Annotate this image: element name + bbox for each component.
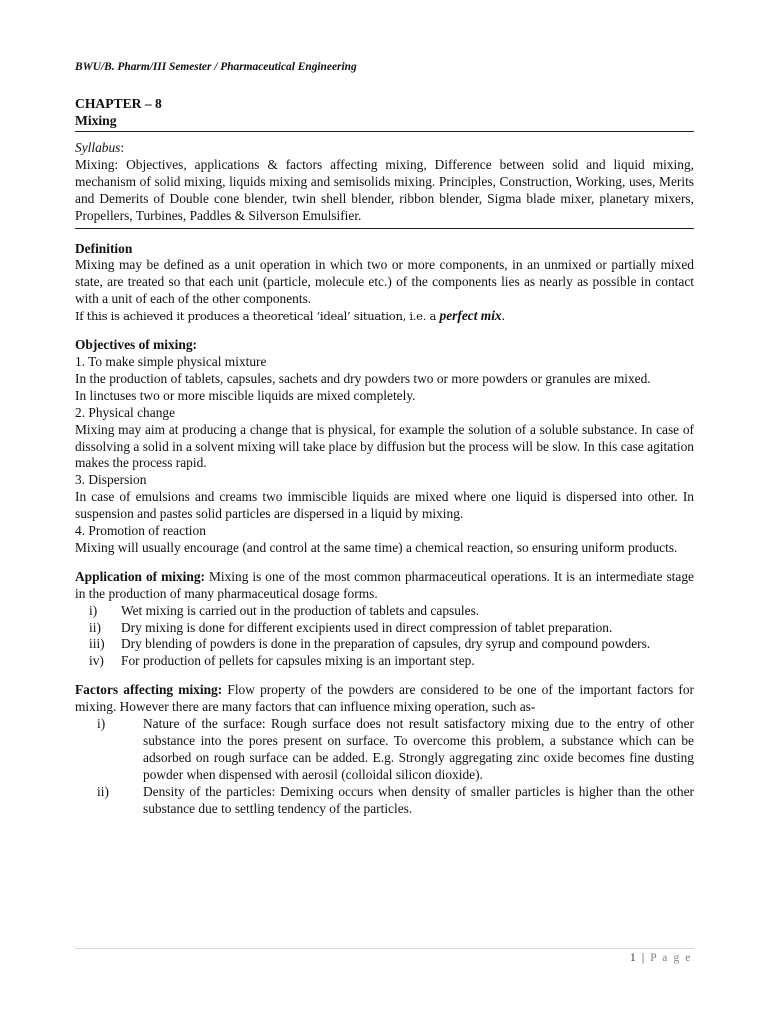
ideal-sentence	[75, 308, 694, 325]
list-item-text: Dry blending of powders is done in the preparation of capsules, dry syrup and compound powders.	[121, 636, 651, 652]
application-title: Application of mixing:	[75, 568, 205, 584]
list-item-number: iv)	[89, 653, 104, 669]
factors-section	[75, 682, 694, 817]
list-item-number: i)	[89, 602, 98, 618]
list-item-text: Wet mixing is carried out in the production of tablets and capsules.	[121, 602, 480, 618]
objectives-title: Objectives of mixing:	[75, 337, 197, 353]
perfect-mix-term: perfect mix	[439, 308, 502, 324]
syllabus-divider	[75, 228, 694, 229]
chapter-number: CHAPTER – 8	[75, 96, 162, 111]
objective-line: In linctuses two or more miscible liquids are mixed completely.	[75, 387, 416, 403]
objective-line: In the production of tablets, capsules, sachets and dry powders two or more powders or granules are mixed.	[75, 370, 651, 386]
list-item-number: iii)	[89, 636, 105, 652]
factors-intro	[75, 682, 694, 716]
objective-line: 4. Promotion of reaction	[75, 523, 206, 539]
list-item-text: Density of the particles: Demixing occurs when density of smaller particles is higher than the other substance due to settling tendency of the particles.	[143, 783, 694, 816]
objective-line: Mixing will usually encourage (and control at the same time) a chemical reaction, so ensuring uniform products.	[75, 539, 678, 555]
definition-text: Mixing may be defined as a unit operation in which two or more components, in an unmixed or partially mixed state, are treated so that each unit (particle, molecule etc.) of the components lies as nearly as possible in contact with a unit of each of the other components.	[75, 257, 694, 307]
list-item	[75, 716, 694, 784]
page-footer	[630, 952, 692, 964]
list-item-text: Nature of the surface: Rough surface does not result satisfactory mixing due to the entry of other substance into the pores present on surface. To overcome this problem, a substance which can be adsorbed on rough surface can be added. E.g. Strongly aggregating zinc oxide becomes fine dusting powder when dispensed with aerosil (colloidal silicon dioxide).	[143, 716, 694, 782]
syllabus-label: Syllabus	[75, 140, 121, 155]
chapter-heading	[75, 95, 694, 129]
page-number: 1	[630, 952, 638, 964]
objective-line: 2. Physical change	[75, 404, 176, 420]
footer-divider	[75, 948, 694, 949]
application-intro	[75, 569, 694, 603]
running-header: BWU/B. Pharm/III Semester / Pharmaceutical Engineering	[75, 61, 357, 73]
syllabus-text: Mixing: Objectives, applications & factors affecting mixing, Difference between solid and liquid mixing, mechanism of solid mixing, liquids mixing and semisolids mixing. Principles, Construction, Working, uses, Merits and Demerits of Double cone blender, twin shell blender, ribbon blender, Sigma blade mixer, planetary mixers, Propellers, Turbines, Paddles & Silverson Emulsifier.	[75, 156, 694, 223]
syllabus-block	[75, 140, 694, 225]
list-item	[75, 653, 694, 670]
list-item	[75, 603, 694, 620]
list-item-number: ii)	[97, 783, 109, 799]
application-section	[75, 569, 694, 670]
list-item-number: i)	[97, 716, 106, 732]
chapter-title: Mixing	[75, 113, 117, 128]
list-item	[75, 784, 694, 818]
list-item-number: ii)	[89, 619, 101, 635]
objective-line: Mixing may aim at producing a change that is physical, for example the solution of a soluble substance. In case of dissolving a solid in a solvent mixing will take place by diffusion but the process will be slow. In this case agitation makes the process rapid.	[75, 421, 694, 471]
definition-section	[75, 241, 694, 326]
ideal-suffix: .	[501, 308, 505, 324]
factors-intro-text: Flow property of the powders are considered to be one of the important factors for mixing. However there are many factors that can influence mixing operation, such as-	[75, 682, 694, 715]
objective-line: In case of emulsions and creams two immiscible liquids are mixed where one liquid is dispersed into other. In suspension and pastes solid particles are dispersed in a liquid by mixing.	[75, 489, 694, 522]
application-intro-text: Mixing is one of the most common pharmaceutical operations. It is an intermediate stage in the production of many pharmaceutical dosage forms.	[75, 568, 694, 601]
chapter-divider	[75, 131, 694, 132]
objective-line: 1. To make simple physical mixture	[75, 353, 267, 369]
list-item	[75, 636, 694, 653]
page-separator: |	[637, 952, 651, 964]
factors-title: Factors affecting mixing:	[75, 682, 223, 698]
list-item-text: For production of pellets for capsules mixing is an important step.	[121, 653, 475, 669]
ideal-prefix: If this is achieved it produces a theoretical ‘ideal’ situation, i.e. a	[75, 309, 440, 324]
factors-list	[75, 716, 694, 817]
page-label: P a g e	[650, 952, 692, 964]
objective-line: 3. Dispersion	[75, 472, 147, 488]
objectives-section	[75, 337, 694, 557]
list-item-text: Dry mixing is done for different excipients used in direct compression of tablet preparation.	[121, 619, 613, 635]
definition-title: Definition	[75, 240, 133, 256]
application-list	[75, 603, 694, 671]
syllabus-colon: :	[120, 140, 125, 155]
list-item	[75, 620, 694, 637]
